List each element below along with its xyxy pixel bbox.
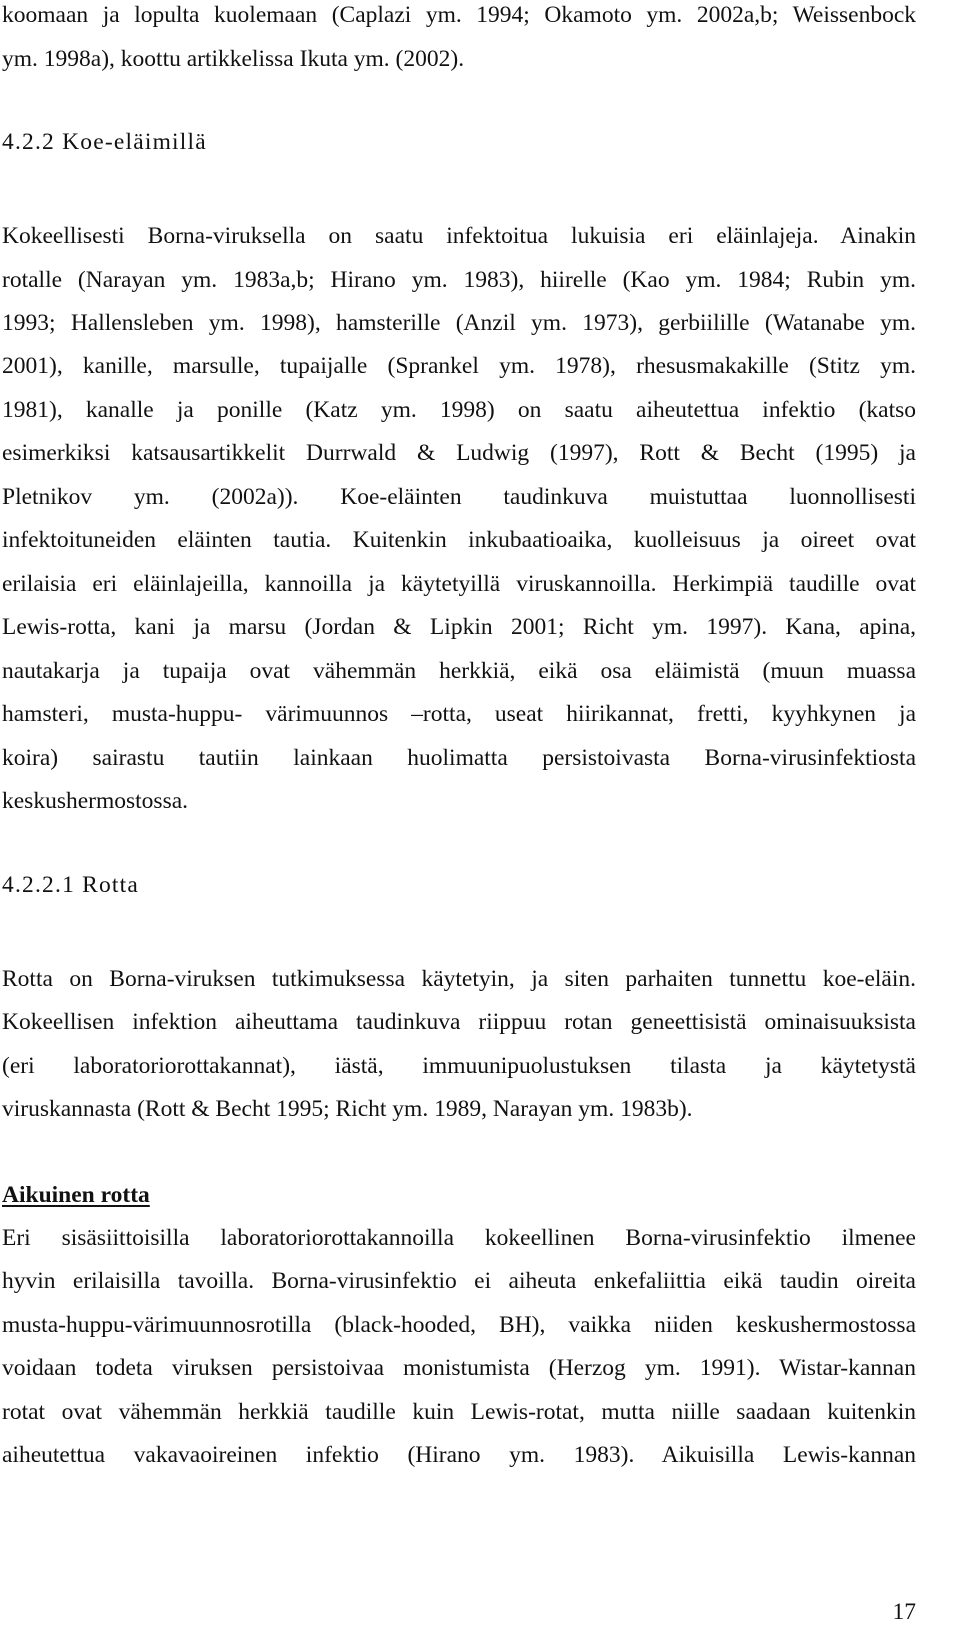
section-paragraph-line-13: koira) sairastu tautiin lainkaan huolimatta persistoivasta Borna-virusinfektiosta [2,745,916,771]
adult-rat-paragraph-line-1: Eri sisäsiittoisilla laboratoriorottakannoilla kokeellinen Borna-virusinfektio ilmenee [2,1225,916,1251]
section-paragraph-line-11: nautakarja ja tupaija ovat vähemmän herkkiä, eikä osa eläimistä (muun muassa [2,658,916,684]
adult-rat-paragraph-line-6: aiheutettua vakavaoireinen infektio (Hirano ym. 1983). Aikuisilla Lewis-kannan [2,1442,916,1468]
section-paragraph-line-10: Lewis-rotta, kani ja marsu (Jordan & Lipkin 2001; Richt ym. 1997). Kana, apina, [2,614,916,640]
section-paragraph-line-9: erilaisia eri eläinlajeilla, kannoilla ja käytetyillä viruskannoilla. Herkimpiä taudille ovat [2,571,916,597]
section-paragraph-line-2: rotalle (Narayan ym. 1983a,b; Hirano ym. 1983), hiirelle (Kao ym. 1984; Rubin ym. [2,267,916,293]
adult-rat-paragraph-line-3: musta-huppu-värimuunnosrotilla (black-hooded, BH), vaikka niiden keskushermostossa [2,1312,916,1338]
adult-rat-paragraph-line-4: voidaan todeta viruksen persistoivaa monistumista (Herzog ym. 1991). Wistar-kannan [2,1355,916,1381]
section-paragraph-line-5: 1981), kanalle ja ponille (Katz ym. 1998) on saatu aiheutettua infektio (katso [2,397,916,423]
section-paragraph-line-1: Kokeellisesti Borna-viruksella on saatu infektoitua lukuisia eri eläinlajeja. Ainakin [2,223,916,249]
adult-rat-heading: Aikuinen rotta [2,1182,150,1208]
page-number: 17 [892,1599,916,1625]
section-heading: 4.2.2 Koe-eläimillä [2,129,207,155]
subsection-paragraph-line-4: viruskannasta (Rott & Becht 1995; Richt ym. 1989, Narayan ym. 1983b). [2,1096,693,1122]
intro-line-1: koomaan ja lopulta kuolemaan (Caplazi ym. 1994; Okamoto ym. 2002a,b; Weissenbock [2,2,916,28]
section-paragraph-line-6: esimerkiksi katsausartikkelit Durrwald & Ludwig (1997), Rott & Becht (1995) ja [2,440,916,466]
subsection-paragraph-line-1: Rotta on Borna-viruksen tutkimuksessa käytetyin, ja siten parhaiten tunnettu koe-eläin. [2,966,916,992]
section-paragraph-line-3: 1993; Hallensleben ym. 1998), hamsterille (Anzil ym. 1973), gerbiilille (Watanabe ym. [2,310,916,336]
section-paragraph-line-12: hamsteri, musta-huppu- värimuunnos –rotta, useat hiirikannat, fretti, kyyhkynen ja [2,701,916,727]
subsection-paragraph-line-2: Kokeellisen infektion aiheuttama taudinkuva riippuu rotan geneettisistä ominaisuuksista [2,1009,916,1035]
section-paragraph-line-7: Pletnikov ym. (2002a)). Koe-eläinten taudinkuva muistuttaa luonnollisesti [2,484,916,510]
intro-line-2: ym. 1998a), koottu artikkelissa Ikuta ym. (2002). [2,46,465,72]
adult-rat-paragraph-line-5: rotat ovat vähemmän herkkiä taudille kuin Lewis-rotat, mutta niille saadaan kuitenkin [2,1399,916,1425]
subsection-paragraph-line-3: (eri laboratoriorottakannat), iästä, immuunipuolustuksen tilasta ja käytetystä [2,1053,916,1079]
section-paragraph-line-8: infektoituneiden eläinten tautia. Kuitenkin inkubaatioaika, kuolleisuus ja oireet ovat [2,527,916,553]
section-paragraph-line-14: keskushermostossa. [2,788,189,814]
adult-rat-paragraph-line-2: hyvin erilaisilla tavoilla. Borna-virusinfektio ei aiheuta enkefaliittia eikä taudin oireita [2,1268,916,1294]
section-paragraph-line-4: 2001), kanille, marsulle, tupaijalle (Sprankel ym. 1978), rhesusmakakille (Stitz ym. [2,353,916,379]
subsection-heading: 4.2.2.1 Rotta [2,872,140,898]
